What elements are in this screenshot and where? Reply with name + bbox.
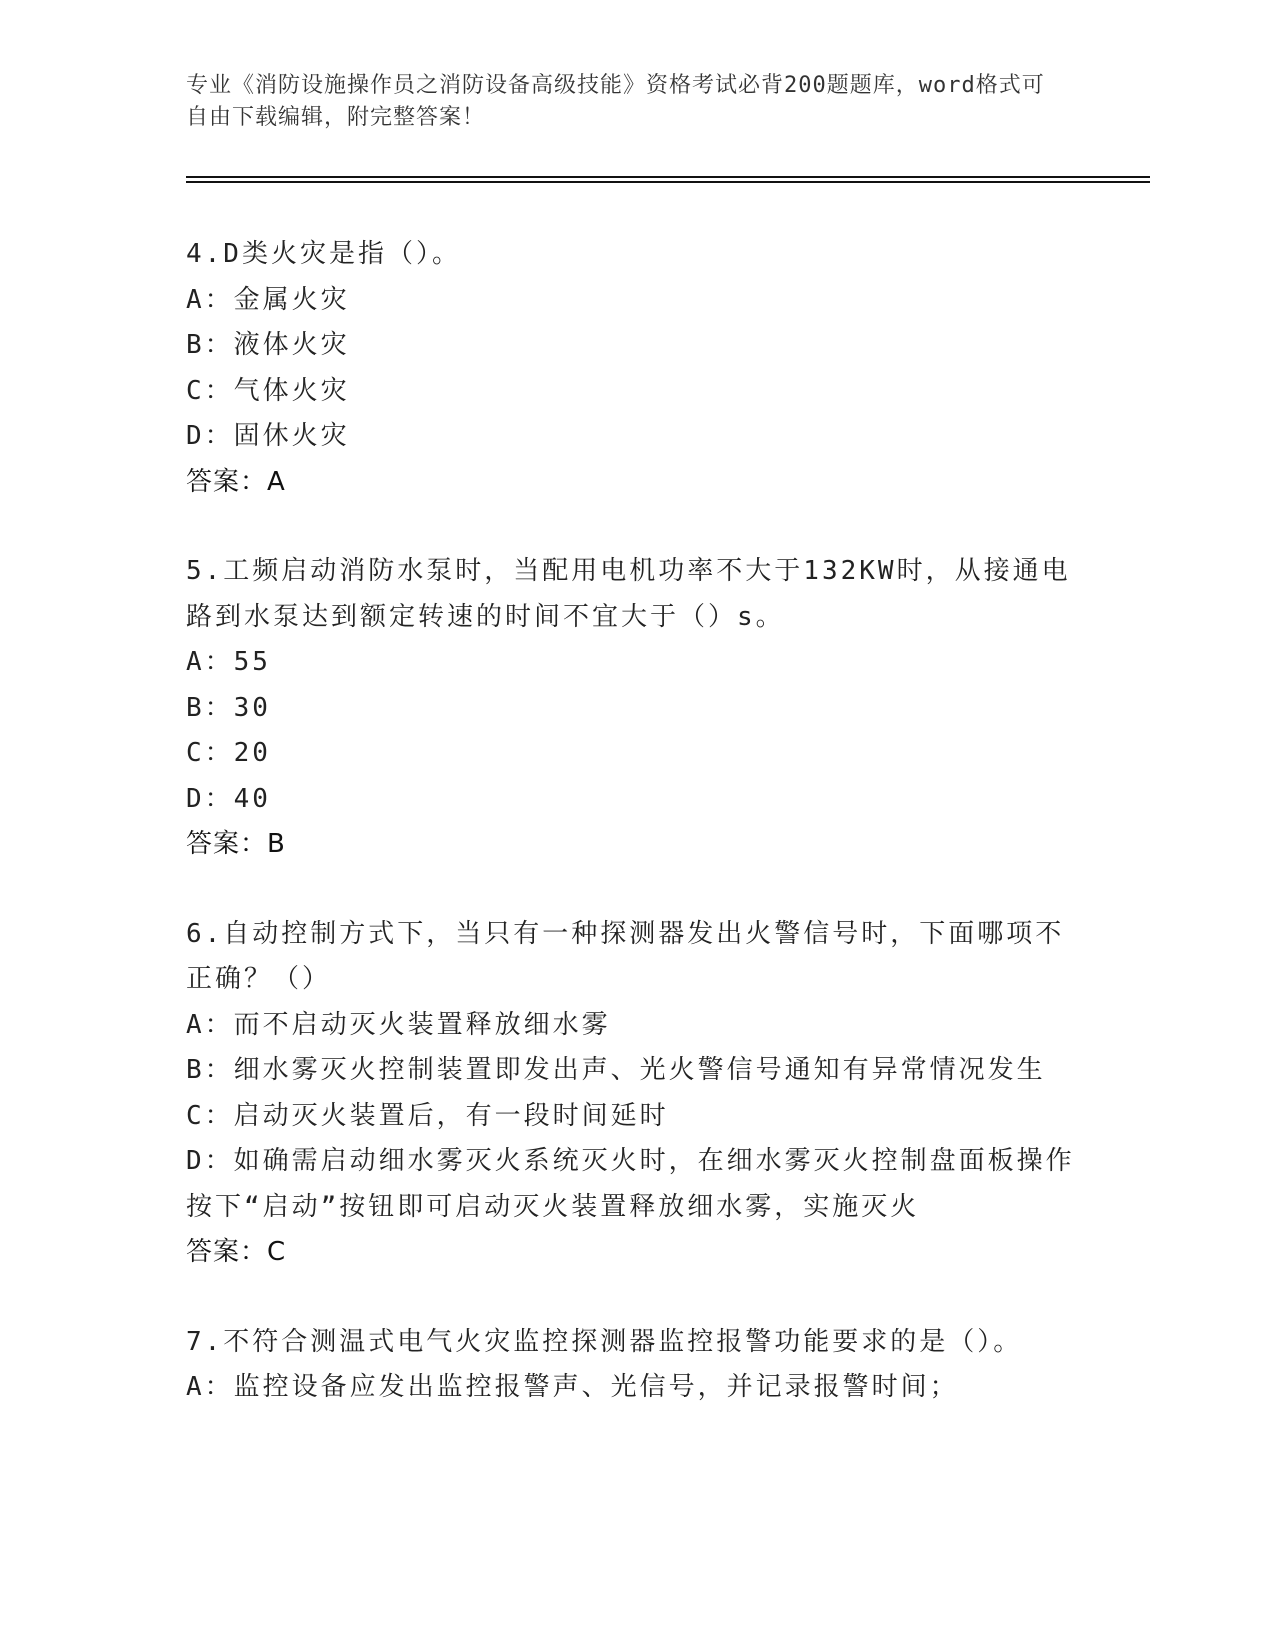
option-b: B：细水雾灭火控制装置即发出声、光火警信号通知有异常情况发生: [186, 1055, 1046, 1085]
question-4: [186, 232, 1086, 505]
option-b: B：液体火灾: [186, 330, 350, 360]
header-divider-double: [186, 181, 1150, 183]
option-d: D：如确需启动细水雾灭火系统灭火时，在细水雾灭火控制盘面板操作按下“启动”按钮即可启动灭火装置释放细水雾，实施灭火: [186, 1146, 1075, 1222]
question-list: [186, 232, 1086, 1455]
question-7: [186, 1320, 1086, 1411]
question-stem: 7.不符合测温式电气火灾监控探测器监控报警功能要求的是（）。: [186, 1326, 1023, 1357]
question-5: [186, 549, 1086, 868]
question-stem: 5.工频启动消防水泵时，当配用电机功率不大于132KW时，从接通电路到水泵达到额定转速的时间不宜大于（）s。: [186, 556, 1071, 632]
option-a: A：55: [186, 647, 271, 677]
header-divider: [186, 176, 1150, 178]
question-6: [186, 912, 1086, 1276]
option-a: A：监控设备应发出监控报警声、光信号，并记录报警时间；: [186, 1372, 959, 1402]
option-d: D：固休火灾: [186, 421, 350, 451]
option-b: B：30: [186, 692, 271, 723]
option-c: C：启动灭火装置后，有一段时间延时: [186, 1100, 669, 1131]
answer: 答案：A: [186, 466, 286, 497]
option-c: C：气体火灾: [186, 375, 350, 406]
question-stem: 6.自动控制方式下，当只有一种探测器发出火警信号时，下面哪项不正确？（）: [186, 918, 1065, 994]
answer: 答案：B: [186, 829, 286, 859]
option-c: C：20: [186, 738, 271, 768]
question-stem: 4.D类火灾是指（）。: [186, 239, 461, 269]
document-header: 专业《消防设施操作员之消防设备高级技能》资格考试必背200题题库，word格式可自由下载编辑，附完整答案！: [186, 73, 1045, 130]
option-d: D：40: [186, 783, 271, 814]
option-a: A：而不启动灭火装置释放细水雾: [186, 1009, 611, 1040]
option-a: A：金属火灾: [186, 284, 350, 315]
answer: 答案：C: [186, 1237, 287, 1267]
